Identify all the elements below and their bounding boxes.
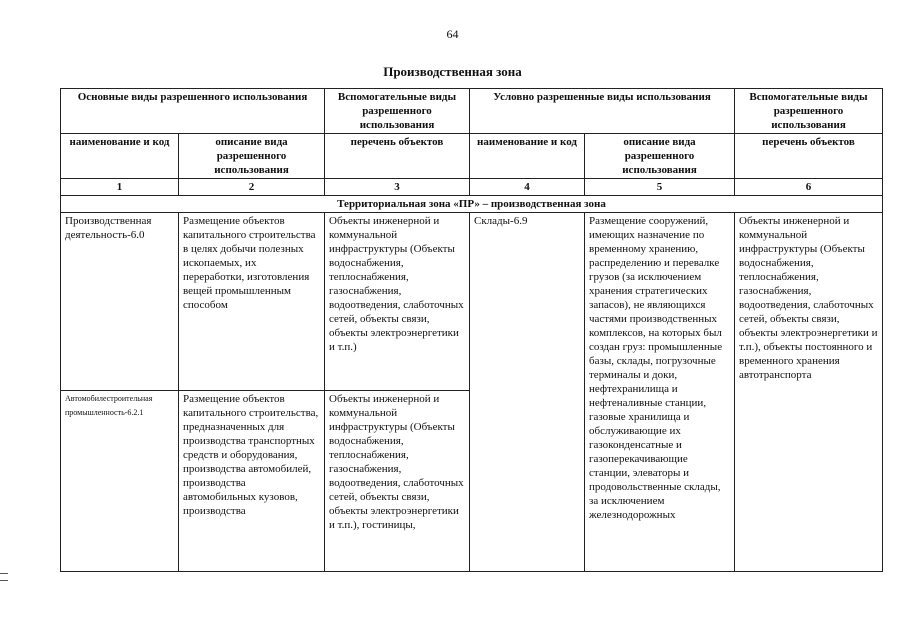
conditional-use-name-cell: Склады-6.9 [470,213,585,572]
column-number: 2 [179,179,325,196]
column-number: 1 [61,179,179,196]
use-description-cell: Размещение объектов капитального строительства, предназначенных для производства транспортных средств и оборудования, производства автомобилей, производства автомобильных кузовов, производства [179,391,325,572]
column-number: 4 [470,179,585,196]
zone-title-row [61,196,883,213]
page-number: 64 [446,27,459,41]
auxiliary-objects-cell: Объекты инженерной и коммунальной инфраструктуры (Объекты водоснабжения, теплоснабжения, газоснабжения, водоотведения, слаботочных сетей, объекты связи, объекты электроэнергетики и т.п.) [325,213,470,391]
column-number: 5 [585,179,735,196]
document-title: Производственная зона [383,64,522,79]
column-number: 6 [735,179,883,196]
subheader-name-code: наименование и код [61,134,179,179]
column-number: 3 [325,179,470,196]
group-header-row [61,89,883,134]
conditional-auxiliary-objects-cell: Объекты инженерной и коммунальной инфраструктуры (Объекты водоснабжения, теплоснабжения, газоснабжения, водоотведения, слаботочных сетей, объекты связи, объекты электроэнергетики и т.п.), объекты постоянного и временного хранения автотранспорта [735,213,883,572]
subheader-objects-list: перечень объектов [325,134,470,179]
use-name-cell: Автомобилестроительная промышленность-6.2.1 [61,391,179,572]
subheader-objects-list-2: перечень объектов [735,134,883,179]
use-name-cell: Производственная деятельность-6.0 [61,213,179,391]
subheader-description-2: описание вида разрешенного использования [585,134,735,179]
column-number-row [61,179,883,196]
header-conditional-uses: Условно разрешенные виды использования [470,89,735,134]
zone-title: Территориальная зона «ПР» – производственная зона [61,196,883,213]
subheader-name-code-2: наименование и код [470,134,585,179]
subheader-description: описание вида разрешенного использования [179,134,325,179]
zone-regulation-table [60,88,883,572]
table-row [61,213,883,391]
margin-mark [0,573,8,581]
auxiliary-objects-cell: Объекты инженерной и коммунальной инфраструктуры (Объекты водоснабжения, теплоснабжения, газоснабжения, водоотведения, слаботочных сетей, объекты связи, объекты электроэнергетики и т.п.), гостиницы, [325,391,470,572]
header-auxiliary-uses: Вспомогательные виды разрешенного использования [325,89,470,134]
sub-header-row [61,134,883,179]
header-main-uses: Основные виды разрешенного использования [61,89,325,134]
header-auxiliary-uses-2: Вспомогательные виды разрешенного использования [735,89,883,134]
use-description-cell: Размещение объектов капитального строительства в целях добычи полезных ископаемых, их переработки, изготовления вещей промышленным способом [179,213,325,391]
conditional-use-description-cell: Размещение сооружений, имеющих назначение по временному хранению, распределению и перевалке грузов (за исключением хранения стратегических запасов), не являющихся частями производственных комплексов, на которых был создан груз: промышленные базы, склады, погрузочные терминалы и доки, нефтехранилища и нефтеналивные станции, газовые хранилища и обслуживающие их газоконденсатные и газоперекачивающие станции, элеваторы и продовольственные склады, за исключением железнодорожных [585,213,735,572]
